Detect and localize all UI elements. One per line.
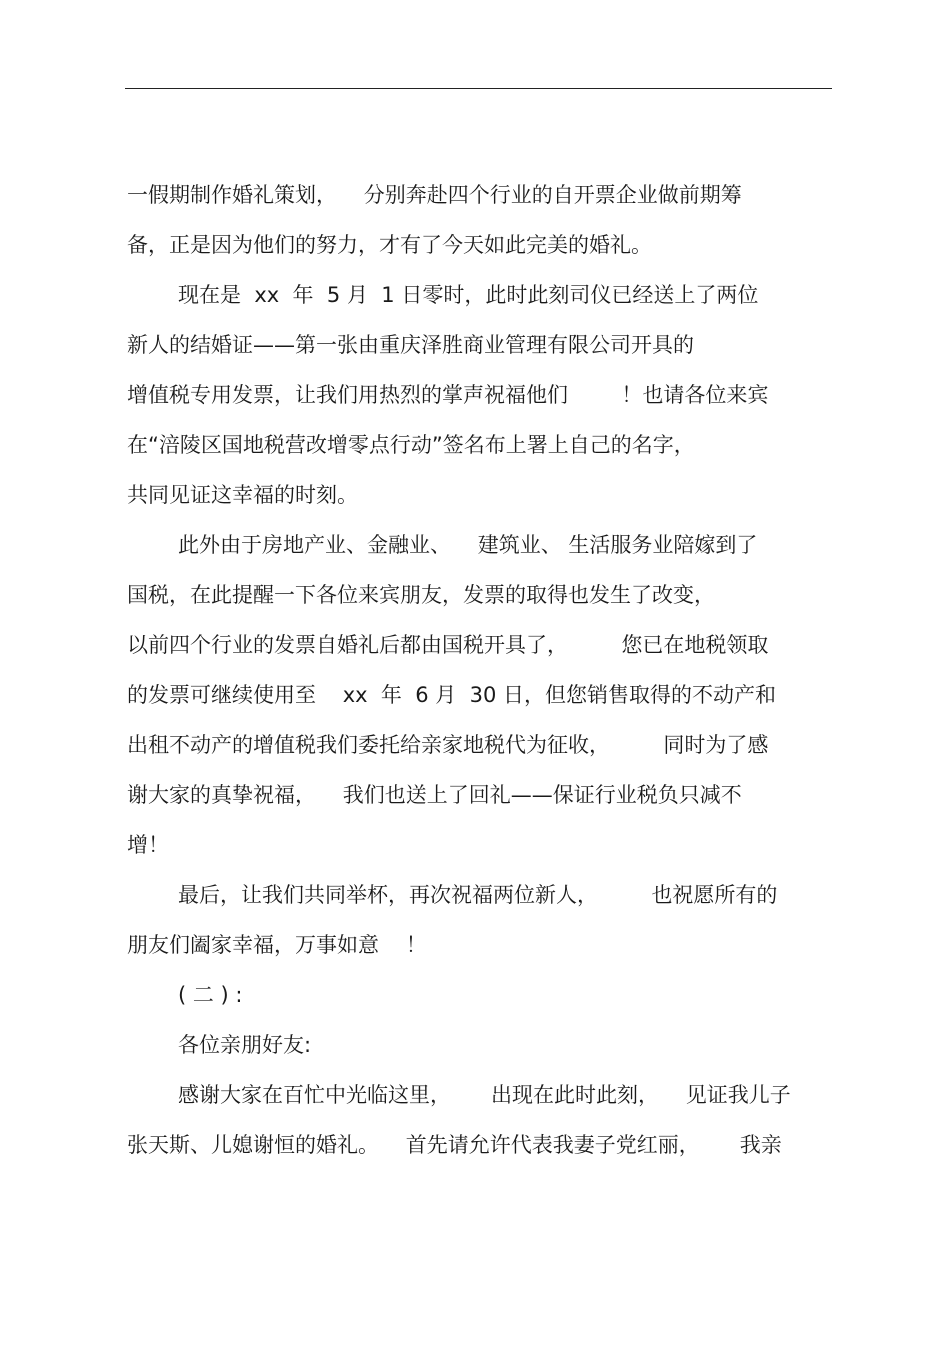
salutation: 各位亲朋好友: [178,1033,312,1057]
text-line: 国税，在此提醒一下各位来宾朋友，发票的取得也发生了改变， [127,583,715,607]
text-line: 谢大家的真挚祝福， 我们也送上了回礼——保证行业税负只减不 [127,783,742,807]
text-line: 在“涪陵区国地税营改增零点行动”签名布上署上自己的名字， [127,433,695,457]
text-line: 增！ [127,833,169,857]
text-line: 共同见证这幸福的时刻。 [127,483,358,507]
text-line: 新人的结婚证——第一张由重庆泽胜商业管理有限公司开具的 [127,333,694,357]
text-line: 感谢大家在百忙中光临这里， 出现在此时此刻， 见证我儿子 [178,1083,791,1107]
text-line: 朋友们阖家幸福，万事如意 ！ [127,933,427,957]
text-line: 以前四个行业的发票自婚礼后都由国税开具了， 您已在地税领取 [127,633,769,657]
text-line: 现在是 xx 年 5 月 1 日零时，此时此刻司仪已经送上了两位 [178,283,759,307]
header-rule [125,88,832,89]
text-line: 最后，让我们共同举杯，再次祝福两位新人， 也祝愿所有的 [178,883,778,907]
text-line: 增值税专用发票，让我们用热烈的掌声祝福他们 ！也请各位来宾 [127,383,769,407]
text-line: 备，正是因为他们的努力，才有了今天如此完美的婚礼。 [127,233,652,257]
text-line: 张天斯、儿媳谢恒的婚礼。 首先请允许代表我妻子党红丽， 我亲 [127,1133,782,1157]
section-heading: ( 二 ) : [178,983,243,1007]
text-line: 此外由于房地产业、金融业、 建筑业、 生活服务业陪嫁到了 [178,533,758,557]
text-line: 一假期制作婚礼策划， 分别奔赴四个行业的自开票企业做前期筹 [127,183,742,207]
text-line: 的发票可继续使用至 xx 年 6 月 30 日，但您销售取得的不动产和 [127,683,777,707]
text-line: 出租不动产的增值税我们委托给亲家地税代为征收， 同时为了感 [127,733,769,757]
